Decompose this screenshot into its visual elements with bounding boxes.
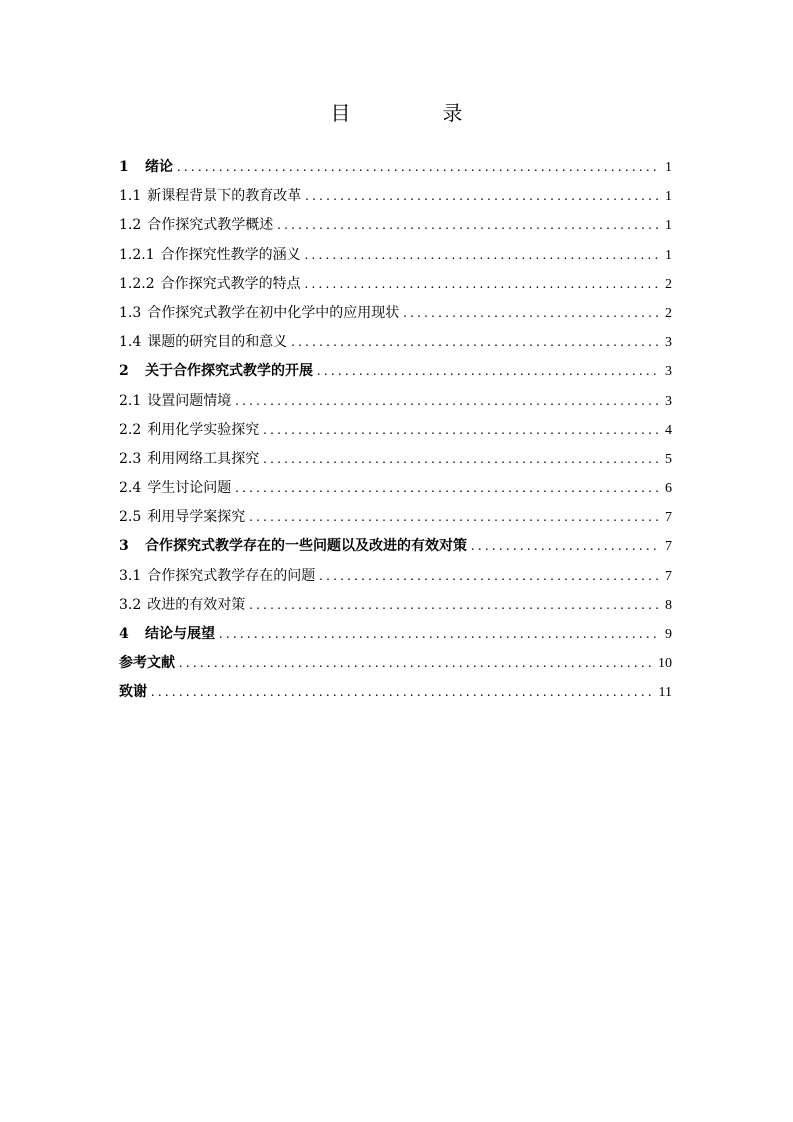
toc-entry-number: 3.1 (119, 567, 142, 584)
toc-entry[interactable] (119, 416, 672, 445)
toc-entry-page: 4 (665, 422, 672, 438)
toc-entry-title: 学生讨论问题 (147, 480, 232, 497)
toc-entry-title: 合作探究式教学在初中化学中的应用现状 (147, 304, 400, 321)
toc-leader-dots (403, 299, 661, 328)
toc-leader-dots (319, 562, 661, 591)
toc-leader-dots (317, 357, 661, 386)
toc-entry-title: 结论与展望 (145, 626, 215, 642)
toc-entry[interactable] (119, 328, 672, 357)
toc-entry-number: 1.1 (119, 188, 142, 205)
toc-leader-dots (263, 445, 661, 474)
toc-entry-page: 6 (665, 481, 672, 497)
toc-entry[interactable] (119, 153, 672, 182)
toc-entry-number: 1.2 (119, 217, 142, 234)
toc-entry-page: 3 (665, 364, 672, 380)
toc-entry-label (119, 328, 287, 357)
toc-entry-page: 2 (665, 305, 672, 321)
toc-leader-dots (151, 678, 655, 707)
toc-entry-label (119, 153, 173, 182)
toc-entry[interactable] (119, 474, 672, 503)
toc-entry[interactable] (119, 299, 672, 328)
toc-leader-dots (179, 649, 654, 678)
toc-entry-label (119, 211, 273, 240)
toc-entry-title: 合作探究式教学存在的一些问题以及改进的有效对策 (145, 538, 467, 555)
toc-entry-label (119, 474, 231, 503)
toc-entry-number: 3.2 (119, 596, 142, 613)
toc-entry-number: 1 (119, 159, 129, 175)
toc-entry-label (119, 270, 301, 299)
toc-entry-number: 3 (119, 538, 129, 555)
toc-entry-title: 参考文献 (119, 655, 175, 672)
toc-entry-page: 2 (665, 276, 672, 292)
toc-leader-dots (235, 387, 661, 416)
toc-entry-label (119, 357, 313, 386)
toc-leader-dots (305, 241, 661, 270)
toc-entry-page: 5 (665, 451, 672, 467)
toc-entry[interactable] (119, 678, 672, 707)
toc-entry-page: 10 (658, 656, 672, 672)
toc-entry-label (119, 241, 301, 270)
toc-entry-page: 3 (665, 393, 672, 409)
toc-entry-label (119, 620, 215, 649)
toc-entry[interactable] (119, 270, 672, 299)
toc-entry[interactable] (119, 387, 672, 416)
toc-entry-label (119, 445, 259, 474)
toc-leader-dots (219, 620, 661, 649)
toc-entry-label (119, 649, 175, 678)
toc-entry-number: 2.4 (119, 480, 142, 497)
toc-leader-dots (235, 474, 661, 503)
toc-entry-page: 7 (665, 539, 672, 555)
toc-entry-label (119, 299, 399, 328)
toc-leader-dots (277, 211, 661, 240)
toc-entry-title: 利用化学实验探究 (147, 421, 260, 438)
toc-entry-page: 11 (658, 685, 672, 701)
toc-entry-number: 2.3 (119, 450, 142, 467)
toc-leader-dots (249, 503, 661, 532)
toc-entry-title: 合作探究式教学概述 (147, 217, 274, 234)
toc-entry[interactable] (119, 211, 672, 240)
toc-entry-title: 改进的有效对策 (147, 596, 246, 613)
toc-entry[interactable] (119, 182, 672, 211)
toc-leader-dots (305, 182, 661, 211)
toc-leader-dots (177, 153, 661, 182)
toc-entry[interactable] (119, 620, 672, 649)
toc-entry-title: 利用网络工具探究 (147, 450, 260, 467)
toc-entry[interactable] (119, 357, 672, 386)
toc-entry-number: 1.3 (119, 304, 142, 321)
toc-entry-title: 课题的研究目的和意义 (147, 334, 288, 351)
toc-entry-number: 1.2.1 (119, 246, 155, 263)
toc-entry[interactable] (119, 241, 672, 270)
toc-entry-title: 合作探究式教学存在的问题 (147, 567, 316, 584)
toc-entry-title: 致谢 (119, 684, 147, 701)
toc-entry-page: 3 (665, 335, 672, 351)
toc-entry-number: 2 (119, 363, 129, 380)
toc-entry-label (119, 387, 231, 416)
toc-entry[interactable] (119, 445, 672, 474)
toc-leader-dots (249, 591, 661, 620)
toc-entry-number: 1.2.2 (119, 275, 155, 292)
toc-entry[interactable] (119, 562, 672, 591)
toc-leader-dots (305, 270, 661, 299)
toc-entry-label (119, 562, 315, 591)
toc-entry-number: 1.4 (119, 334, 142, 351)
toc-entry-page: 1 (665, 160, 672, 175)
toc-entry-title: 绪论 (145, 159, 173, 175)
toc-entry-label (119, 416, 259, 445)
toc-entry-title: 合作探究式教学的特点 (160, 275, 301, 292)
toc-entry-number: 2.5 (119, 509, 142, 526)
toc-entry-label (119, 182, 301, 211)
toc-entry-page: 9 (665, 627, 672, 642)
toc-entry-page: 1 (665, 218, 672, 234)
toc-entry-page: 8 (665, 597, 672, 613)
toc-entry-number: 4 (119, 626, 129, 642)
toc-entry[interactable] (119, 649, 672, 678)
toc-entry-number: 2.2 (119, 421, 142, 438)
page-title: 目 录 (330, 101, 499, 125)
toc-entry[interactable] (119, 503, 672, 532)
toc-leader-dots (263, 416, 661, 445)
toc-entry-label (119, 591, 245, 620)
toc-entry-title: 设置问题情境 (147, 392, 232, 409)
toc-entry-title: 新课程背景下的教育改革 (147, 188, 302, 205)
toc-entry-title: 利用导学案探究 (147, 509, 246, 526)
table-of-contents (119, 153, 672, 708)
toc-entry-number: 2.1 (119, 392, 142, 409)
toc-entry-title: 关于合作探究式教学的开展 (145, 363, 313, 380)
toc-entry-page: 7 (665, 568, 672, 584)
toc-entry-label (119, 532, 467, 561)
toc-entry-page: 1 (665, 189, 672, 205)
toc-entry-title: 合作探究性教学的涵义 (160, 246, 301, 263)
toc-entry[interactable] (119, 532, 672, 561)
toc-entry-label (119, 503, 245, 532)
toc-entry-page: 1 (665, 247, 672, 263)
toc-leader-dots (471, 532, 661, 561)
toc-entry-label (119, 678, 147, 707)
toc-entry[interactable] (119, 591, 672, 620)
toc-entry-page: 7 (665, 510, 672, 526)
toc-leader-dots (291, 328, 661, 357)
